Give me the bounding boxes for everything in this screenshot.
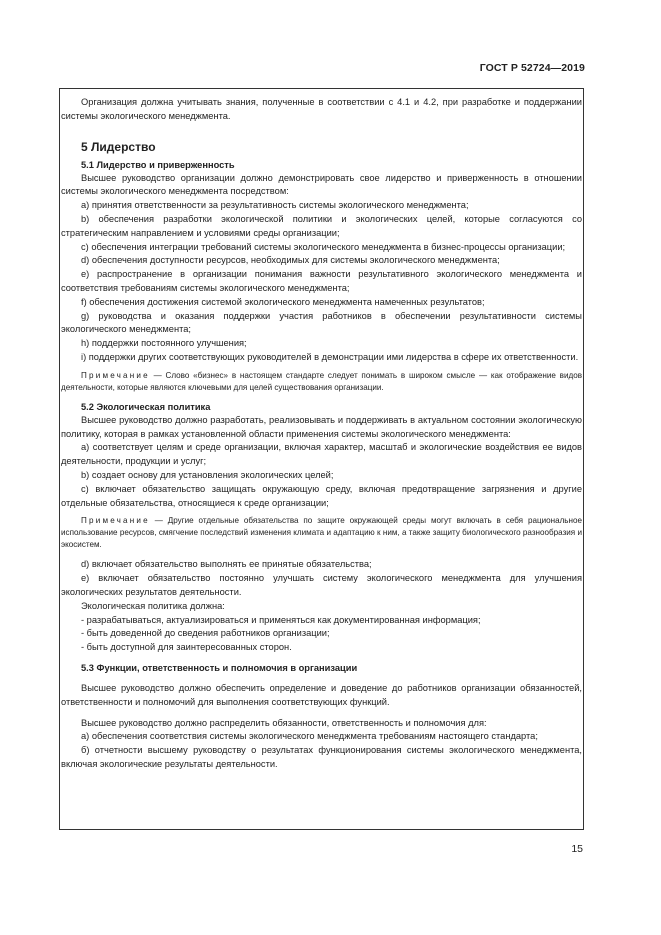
section-5-1-lead: Высшее руководство организации должно демонстрировать свое лидерство и приверженность в отношении системы экологического менеджмента посредством: (61, 172, 582, 197)
list-item: б) отчетности высшему руководству о результатах функционирования системы экологического менеджмента, включая экологические результаты деятельности. (61, 745, 582, 769)
section-5-3-paragraph: Высшее руководство должно обеспечить определение и доведение до работников организации обязанностей, ответственности и полномочий для выполнения соответствующих функций. (61, 682, 582, 707)
page-number: 15 (571, 843, 583, 855)
dash-item: - разрабатываться, актуализироваться и применяться как документированная информация; (81, 614, 481, 625)
note-label: Примечание (81, 516, 150, 526)
list-item: а) обеспечения соответствия системы экологического менеджмента требованиям настоящего стандарта; (81, 731, 538, 742)
section-5-3-paragraph: Высшее руководство должно распределить обязанности, ответственность и полномочия для: (81, 717, 487, 728)
note-text: — Другие отдельные обязательства по защите окружающей среды могут включать в себя рациональное использование ресурсов, смягчение последствий изменения климата и адаптацию к ним, а также защиту биологического разнообразия и экосистем. (61, 516, 582, 550)
list-item: a) соответствует целям и среде организации, включая характер, масштаб и экологические воздействия ее видов деятельности, продукции и услуг; (61, 442, 582, 467)
list-item: b) обеспечения разработки экологической политики и экологических целей, которые согласуются со стратегическим направлением и условиями среды организации; (61, 213, 582, 238)
list-item: c) обеспечения интеграции требований системы экологического менеджмента в бизнес-процессы организации; (81, 241, 566, 252)
section-5-title: 5 Лидерство (81, 139, 156, 154)
list-item: f) обеспечения достижения системой экологического менеджмента намеченных результатов; (81, 296, 485, 307)
list-item: a) принятия ответственности за результативность системы экологического менеджмента; (81, 200, 469, 211)
list-item: i) поддержки других соответствующих руководителей в демонстрации ими лидерства в сфере их ответственности. (81, 351, 579, 362)
document-body (61, 96, 582, 772)
section-5-1-title: 5.1 Лидерство и приверженность (81, 159, 235, 170)
section-5-2-lead: Высшее руководство должно разработать, реализовывать и поддерживать в актуальном состоянии экологическую политику, которая в рамках установленной области применения системы экологического менеджмента: (61, 414, 582, 439)
list-item: g) руководства и оказания поддержки участия работников в обеспечении результативности системы экологического менеджмента; (61, 310, 582, 335)
section-5-2-title: 5.2 Экологическая политика (81, 401, 211, 412)
list-item: b) создает основу для установления экологических целей; (81, 469, 334, 480)
list-item: e) включает обязательство постоянно улучшать систему экологического менеджмента для улучшения экологических результатов деятельности. (61, 573, 582, 597)
section-5-3-title: 5.3 Функции, ответственность и полномочия в организации (81, 662, 358, 673)
note-5-2 (61, 515, 582, 551)
intro-paragraph: Организация должна учитывать знания, полученные в соответствии с 4.1 и 4.2, при разработке и поддержании системы экологического менеджмента. (61, 97, 582, 121)
list-item: h) поддержки постоянного улучшения; (81, 338, 247, 349)
dash-item: - быть доведенной до сведения работников организации; (81, 628, 330, 639)
dash-item: - быть доступной для заинтересованных сторон. (81, 642, 292, 653)
list-item: d) обеспечения доступности ресурсов, необходимых для системы экологического менеджмента; (81, 255, 500, 266)
note-label: Примечание (81, 370, 150, 380)
list-item: e) распространение в организации понимания важности результативного экологического менеджмента и соответствия требованиям системы экологического менеджмента; (61, 269, 582, 293)
list-item: d) включает обязательство выполнять ее принятые обязательства; (81, 559, 372, 570)
list-item: c) включает обязательство защищать окружающую среду, включая предотвращение загрязнения и другие отдельные обязательства, относящиеся к среде организации; (61, 483, 582, 508)
policy-lead: Экологическая политика должна: (81, 600, 225, 611)
note-text: — Слово «бизнес» в настоящем стандарте следует понимать в широком смысле — как отображение видов деятельности, которые являются ключевыми для целей существования организации. (61, 370, 582, 392)
document-header: ГОСТ Р 52724—2019 (479, 62, 585, 74)
note-5-1 (61, 370, 582, 394)
